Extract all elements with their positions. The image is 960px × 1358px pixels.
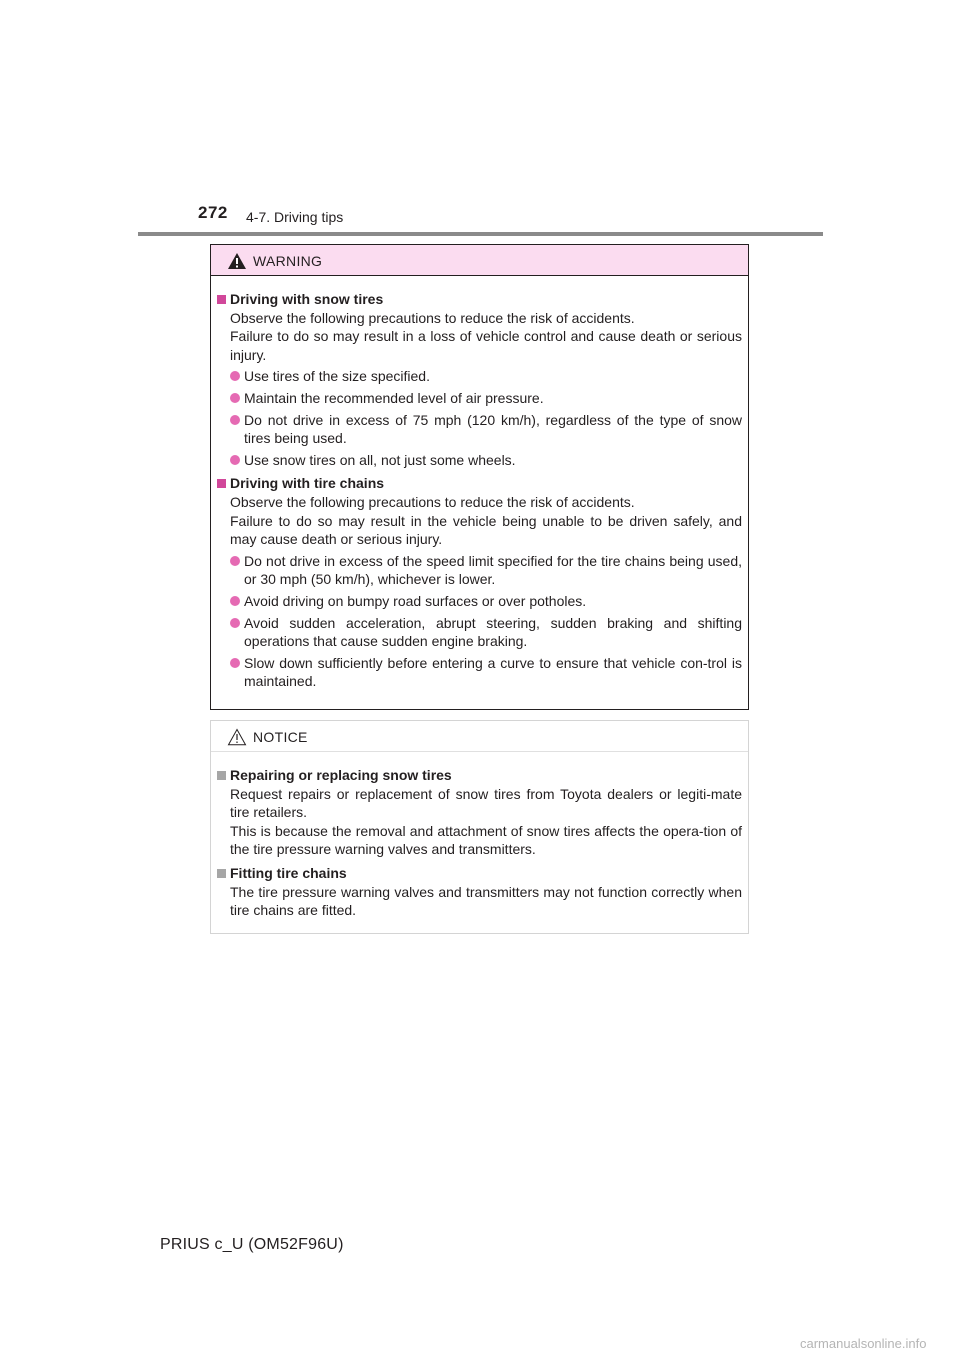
circle-bullet-icon bbox=[230, 618, 240, 628]
list-item bbox=[217, 451, 742, 470]
heading-text: Driving with snow tires bbox=[230, 291, 384, 307]
list-item bbox=[217, 389, 742, 408]
intro-text: Observe the following precautions to reduce the risk of accidents. Failure to do so may result in a loss of vehicle control and cause death or serious injury. bbox=[230, 309, 742, 363]
list-item-text: Avoid driving on bumpy road surfaces or over potholes. bbox=[244, 592, 587, 609]
warning-box bbox=[210, 244, 749, 710]
square-bullet-icon bbox=[217, 479, 226, 488]
warning-triangle-icon bbox=[227, 252, 247, 270]
circle-bullet-icon bbox=[230, 393, 240, 403]
section-title: 4-7. Driving tips bbox=[246, 209, 344, 225]
circle-bullet-icon bbox=[230, 596, 240, 606]
intro-text: Request repairs or replacement of snow tires from Toyota dealers or legiti-mate tire retailers. This is because the removal and attachment of snow tires affects the opera-tion of the tire pressure warning valves and transmitters. bbox=[230, 785, 742, 858]
heading-text: Fitting tire chains bbox=[230, 864, 347, 881]
warning-title: WARNING bbox=[253, 253, 323, 269]
section-heading bbox=[217, 864, 742, 883]
list-item bbox=[217, 367, 742, 386]
list-item bbox=[217, 411, 742, 448]
footer-model: PRIUS c_U (OM52F96U) bbox=[160, 1236, 344, 1253]
list-item-text: Avoid sudden acceleration, abrupt steering, sudden braking and shifting operations that cause sudden engine braking. bbox=[244, 614, 742, 650]
list-item-text: Slow down sufficiently before entering a curve to ensure that vehicle con-trol is maintained. bbox=[244, 654, 742, 690]
notice-box bbox=[210, 720, 749, 934]
square-bullet-icon bbox=[217, 771, 226, 780]
warning-header bbox=[211, 245, 748, 276]
caution-triangle-icon bbox=[227, 728, 247, 746]
circle-bullet-icon bbox=[230, 455, 240, 465]
intro-text: The tire pressure warning valves and transmitters may not function correctly when tire chains are fitted. bbox=[230, 883, 742, 919]
circle-bullet-icon bbox=[230, 658, 240, 668]
intro-text: Observe the following precautions to reduce the risk of accidents. Failure to do so may result in the vehicle being unable to be driven safely, and may cause death or serious injury. bbox=[230, 493, 742, 548]
notice-header bbox=[211, 721, 748, 752]
list-item-text: Do not drive in excess of 75 mph (120 km/h), regardless of the type of snow tires being used. bbox=[244, 411, 742, 447]
circle-bullet-icon bbox=[230, 371, 240, 381]
list-item bbox=[217, 654, 742, 691]
page-header bbox=[0, 0, 960, 240]
page-number: 272 bbox=[198, 203, 228, 222]
list-item-text: Use snow tires on all, not just some wheels. bbox=[244, 451, 516, 468]
circle-bullet-icon bbox=[230, 415, 240, 425]
list-item bbox=[217, 552, 742, 589]
list-item bbox=[217, 614, 742, 651]
heading-text: Repairing or replacing snow tires bbox=[230, 767, 452, 783]
circle-bullet-icon bbox=[230, 556, 240, 566]
header-rule bbox=[138, 232, 823, 236]
square-bullet-icon bbox=[217, 295, 226, 304]
watermark: carmanualsonline.info bbox=[800, 1336, 927, 1351]
notice-title: NOTICE bbox=[253, 729, 308, 745]
list-item-text: Use tires of the size specified. bbox=[244, 368, 430, 385]
section-heading bbox=[217, 766, 742, 785]
warning-body bbox=[211, 276, 748, 691]
list-item bbox=[217, 592, 742, 611]
list-item-text: Maintain the recommended level of air pressure. bbox=[244, 389, 544, 406]
notice-body bbox=[211, 752, 748, 920]
section-heading bbox=[217, 474, 742, 493]
section-heading bbox=[217, 290, 742, 309]
list-item-text: Do not drive in excess of the speed limit specified for the tire chains being used, or 30 mph (50 km/h), whichever is lower. bbox=[244, 552, 742, 588]
heading-text: Driving with tire chains bbox=[230, 475, 385, 492]
square-bullet-icon bbox=[217, 869, 226, 878]
